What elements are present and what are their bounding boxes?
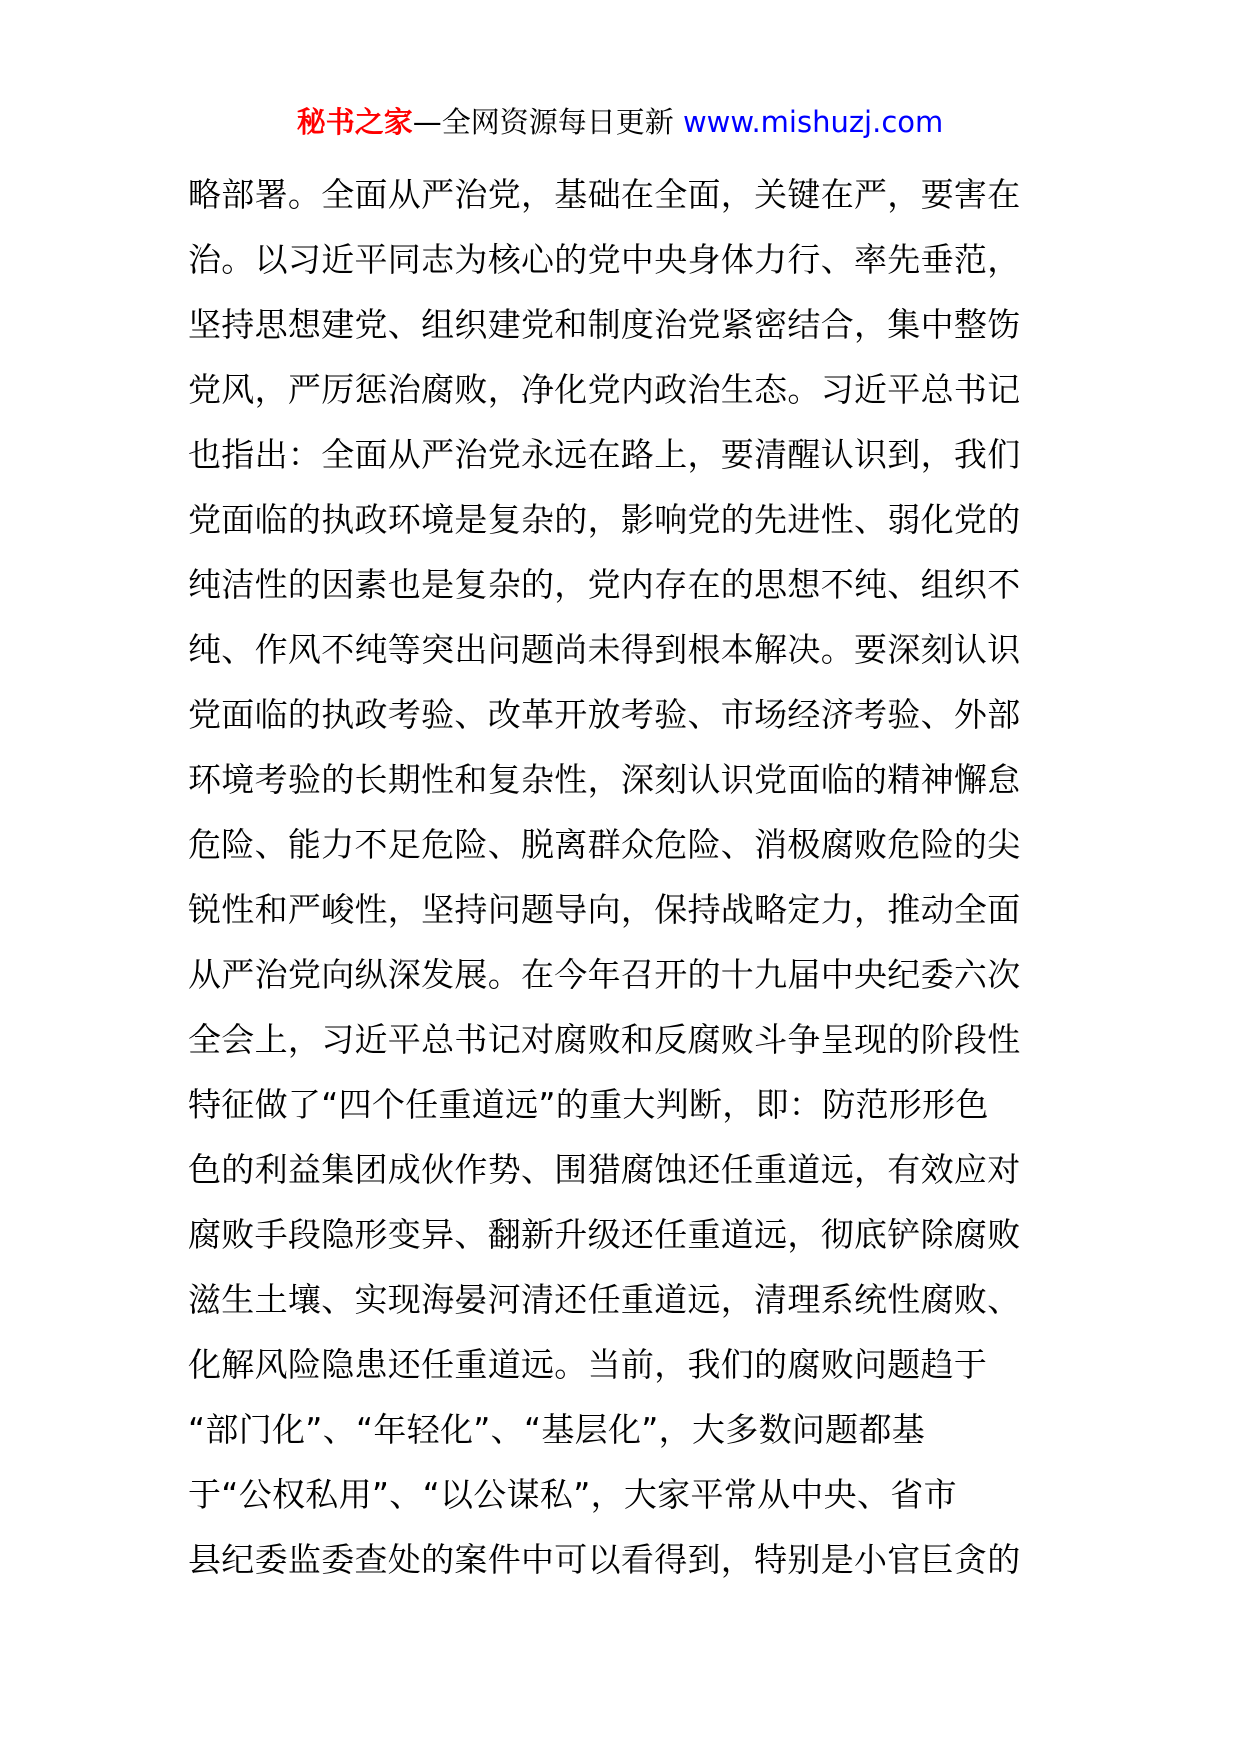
text-line: 坚持思想建党、组织建党和制度治党紧密结合，集中整饬 bbox=[188, 305, 1021, 344]
text-line: 化解风险隐患还任重道远。当前，我们的腐败问题趋于 bbox=[188, 1345, 988, 1384]
text-line: 略部署。全面从严治党，基础在全面，关键在严，要害在 bbox=[188, 175, 1021, 214]
page-header bbox=[0, 102, 1240, 142]
site-brand: 秘书之家 bbox=[296, 105, 413, 139]
text-line: 腐败手段隐形变异、翻新升级还任重道远，彻底铲除腐败 bbox=[188, 1215, 1021, 1254]
text-line: 全会上，习近平总书记对腐败和反腐败斗争呈现的阶段性 bbox=[188, 1020, 1021, 1059]
text-line: 环境考验的长期性和复杂性，深刻认识党面临的精神懈怠 bbox=[188, 760, 1021, 799]
text-line: 党面临的执政考验、改革开放考验、市场经济考验、外部 bbox=[188, 695, 1021, 734]
text-line: 特征做了“四个任重道远”的重大判断，即：防范形形色 bbox=[188, 1085, 989, 1124]
text-line: 党面临的执政环境是复杂的，影响党的先进性、弱化党的 bbox=[188, 500, 1021, 539]
text-line: 县纪委监委查处的案件中可以看得到，特别是小官巨贪的 bbox=[188, 1540, 1021, 1579]
site-url-link[interactable]: www.mishuzj.com bbox=[682, 105, 944, 139]
document-body bbox=[188, 162, 1068, 1592]
text-line: 党风，严厉惩治腐败，净化党内政治生态。习近平总书记 bbox=[188, 370, 1021, 409]
text-line: “部门化”、“年轻化”、“基层化”，大多数问题都基 bbox=[188, 1410, 926, 1449]
site-tagline: —全网资源每日更新 bbox=[412, 105, 674, 139]
text-line: 纯洁性的因素也是复杂的，党内存在的思想不纯、组织不 bbox=[188, 565, 1021, 604]
text-line: 锐性和严峻性，坚持问题导向，保持战略定力，推动全面 bbox=[188, 890, 1021, 929]
text-line: 治。以习近平同志为核心的党中央身体力行、率先垂范， bbox=[188, 240, 1021, 279]
text-line: 从严治党向纵深发展。在今年召开的十九届中央纪委六次 bbox=[188, 955, 1021, 994]
text-line: 于“公权私用”、“以公谋私”，大家平常从中央、省市 bbox=[188, 1475, 957, 1514]
text-line: 滋生土壤、实现海晏河清还任重道远，清理系统性腐败、 bbox=[188, 1280, 1021, 1319]
text-line: 危险、能力不足危险、脱离群众危险、消极腐败危险的尖 bbox=[188, 825, 1021, 864]
text-line: 纯、作风不纯等突出问题尚未得到根本解决。要深刻认识 bbox=[188, 630, 1021, 669]
text-line: 色的利益集团成伙作势、围猎腐蚀还任重道远，有效应对 bbox=[188, 1150, 1021, 1189]
text-line: 也指出：全面从严治党永远在路上，要清醒认识到，我们 bbox=[188, 435, 1021, 474]
